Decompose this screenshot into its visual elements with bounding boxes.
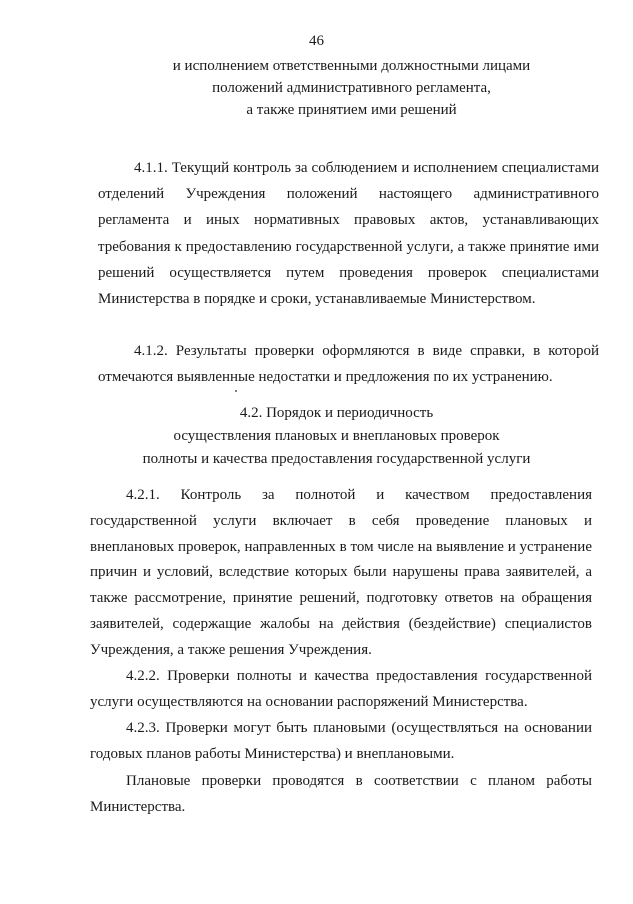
heading-line: 4.2. Порядок и периодичность <box>239 405 434 421</box>
heading-line: положений административного регламента, <box>212 80 491 96</box>
heading-line: а также принятием ими решений <box>246 102 457 118</box>
paragraph-4-2-1: 4.2.1. Контроль за полнотой и качеством предоставления государственной услуги включает в себя проведение плановых и внеплановых проверок, направленных в том числе на выявление и устранение причин и условий, вследствие которых были нарушены права заявителей, а также рассмотрение, принятие решений, подготовку ответов на обращения заявителей, содержащие жалобы на действия (бездействие) специалистов Учреждения, а также решения Учреждения. <box>90 487 592 658</box>
paragraph-4-2-3: 4.2.3. Проверки могут быть плановыми (осуществляться на основании годовых планов работы Министерства) и внеплановыми. <box>90 720 592 762</box>
paragraph-planned-checks: Плановые проверки проводятся в соответствии с планом работы Министерства. <box>90 773 592 815</box>
heading-line: полноты и качества предоставления государственной услуги <box>142 451 531 467</box>
paragraph-4-2-2: 4.2.2. Проверки полноты и качества предоставления государственной услуги осуществляются на основании распоряжений Министерства. <box>90 668 592 710</box>
paragraph-4-1-2: 4.1.2. Результаты проверки оформляются в виде справки, в которой отмечаются выявленные недостатки и предложения по их устранению. <box>98 343 599 385</box>
paragraph-4-1-1: 4.1.1. Текущий контроль за соблюдением и исполнением специалистами отделений Учреждения положений настоящего административного регламента и иных нормативных правовых актов, устанавливающих требования к предоставлению государственной услуги, а также принятие ими решений осуществляется путем проведения проверок специалистами Министерства в порядке и сроки, устанавливаемые Министерством. <box>98 160 599 308</box>
heading-line: осуществления плановых и внеплановых проверок <box>173 428 500 444</box>
heading-line: и исполнением ответственными должностными лицами <box>172 58 531 74</box>
scan-speck <box>235 390 237 392</box>
section-heading-continued <box>100 55 603 121</box>
section-heading-4-2 <box>60 402 613 471</box>
page-number: 46 <box>309 33 324 49</box>
